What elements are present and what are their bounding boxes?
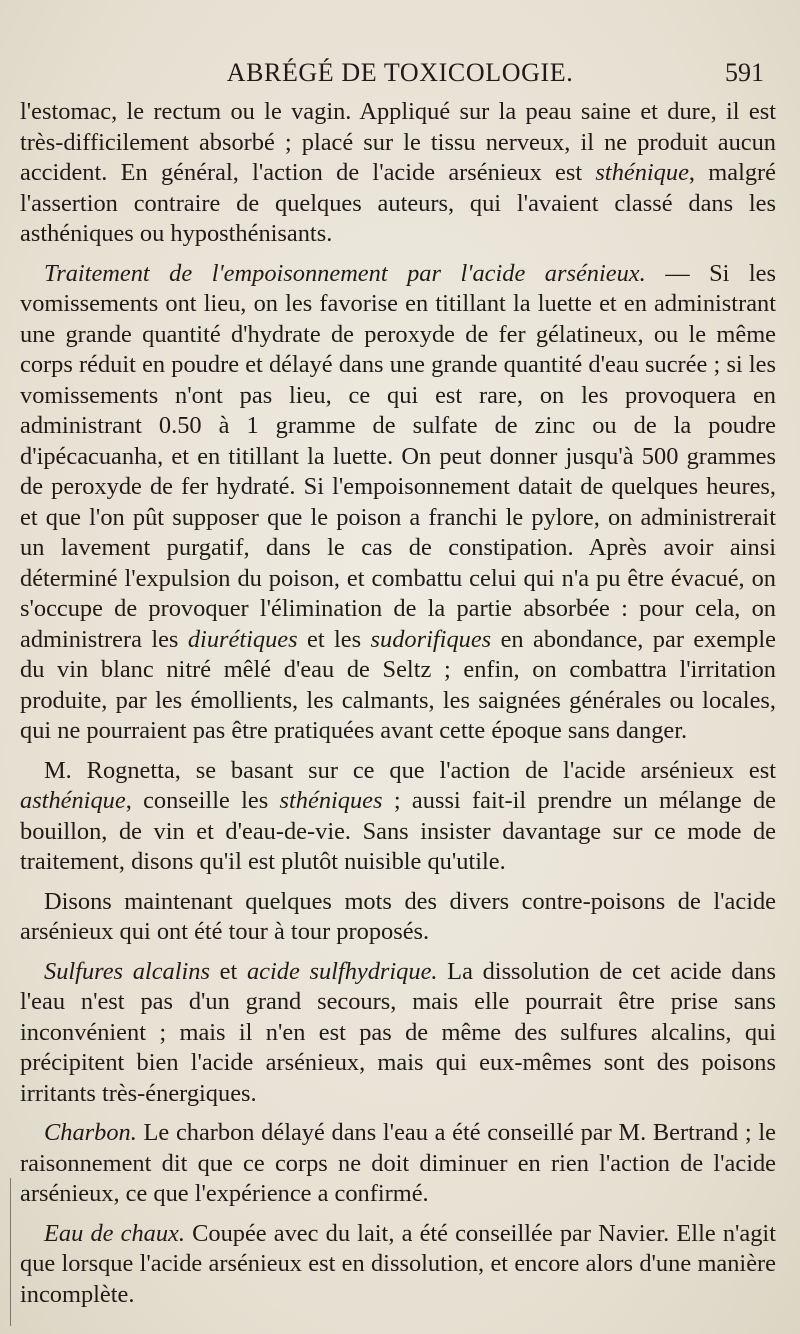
paragraph-sulfures-text-a: et <box>209 957 247 985</box>
paragraph-rognetta-em-sthenic: sthéniques <box>279 787 383 814</box>
paragraph-treatment-text-a: — Si les vomissements ont lieu, on les favorise en titillant la luette et en administrant une grande quantité d'hydrate de peroxyde de fer gélatineux, ou le même corps réduit en poudre et délayé dans une grande quantité d'eau sucrée ; si les vomissements n'ont pas lieu, ce qui est rare, on les provoquera en administrant 0.50 à 1 gramme de sulfate de zinc ou de la poudre d'ipécacuanha, et en titillant la luette. On peut donner jusqu'à 500 grammes de peroxyde de fer hydraté. Si l'empoisonnement datait de quelques heures, et que l'on pût supposer que le poison a franchi le pylore, on administrerait un lavement purgatif, dans le cas de constipation. Après avoir ainsi déterminé l'expulsion du poison, et combattu celui qui n'a pu être évacué, on s'occupe de provoquer l'élimination de la partie absorbée : pour cela, on administrera les <box>20 259 776 653</box>
paragraph-counter-poisons <box>20 887 776 948</box>
paragraph-rognetta-text-a: M. Rognetta, se basant sur ce que l'action de l'acide arsénieux est <box>44 756 776 784</box>
section-heading-sulfhydric-acid: acide sulfhydrique. <box>246 957 438 985</box>
paragraph-rognetta <box>20 756 776 878</box>
paragraph-treatment-em-diuretics: diurétiques <box>187 625 298 653</box>
paragraph-treatment <box>20 259 776 747</box>
paragraph-sulfures-text-b: La dissolution de cet acide dans l'eau n'est pas d'un grand secours, mais elle pourrait être prise sans inconvénient ; mais il n'en est pas de même des sulfures alcalins, qui précipitent bien l'acide arsénieux, mais qui eux-mêmes sont des poisons irritants très-énergiques. <box>20 957 776 1107</box>
paragraph-charbon-text: Le charbon délayé dans l'eau a été conseillé par M. Bertrand ; le raisonnement dit que ce corps ne doit diminuer en rien l'action de l'acide arsénieux, ce que l'expérience a confirmé. <box>20 1119 776 1207</box>
paragraph-rognetta-text-b: , conseille les <box>125 787 280 814</box>
paragraph-eau-de-chaux <box>20 1219 776 1311</box>
section-heading-sulfures: Sulfures alcalins <box>44 957 210 985</box>
paragraph-rognetta-text-c: ; aussi fait-il prendre un mélange de bouillon, de vin et d'eau-de-vie. Sans insister davantage sur ce mode de traitement, disons qu'il est plutôt nuisible qu'utile. <box>20 787 776 875</box>
paragraph-1-emphasis: sthénique <box>595 159 689 186</box>
paragraph-1-tail: , malgré l'assertion contraire de quelques auteurs, qui l'avaient classé dans les asthéniques ou hyposthénisants. <box>20 159 776 247</box>
paragraph-treatment-text-b: et les <box>297 625 371 653</box>
section-heading-treatment: Traitement de l'empoisonnement par l'acide arsénieux. <box>44 259 646 287</box>
paragraph-1 <box>20 97 776 250</box>
margin-line <box>10 1178 11 1326</box>
body-text <box>20 97 776 1319</box>
paragraph-eau-de-chaux-text: Coupée avec du lait, a été conseillée par Navier. Elle n'agit que lorsque l'acide arsénieux est en dissolution, et encore alors d'une manière incomplète. <box>20 1219 776 1308</box>
section-heading-eau-de-chaux: Eau de chaux. <box>44 1219 185 1247</box>
paragraph-rognetta-em-asthenic: asthénique <box>20 787 126 814</box>
page-number: 591 <box>725 58 764 87</box>
page-header <box>0 58 800 88</box>
paragraph-counter-poisons-text: Disons maintenant quelques mots des divers contre-poisons de l'acide arsénieux qui ont été tour à tour proposés. <box>20 887 776 945</box>
paragraph-charbon <box>20 1118 776 1210</box>
paragraph-sulfures <box>20 957 776 1110</box>
paragraph-treatment-em-sudorifics: sudorifiques <box>370 625 492 653</box>
section-heading-charbon: Charbon. <box>44 1119 137 1146</box>
running-title: ABRÉGÉ DE TOXICOLOGIE. <box>226 58 574 87</box>
paragraph-1-text: l'estomac, le rectum ou le vagin. Appliqué sur la peau saine et dure, il est très-difficilement absorbé ; placé sur le tissu nerveux, il ne produit aucun accident. En général, l'action de l'acide arsénieux est <box>20 98 776 186</box>
paragraph-treatment-text-c: en abondance, par exemple du vin blanc nitré mêlé d'eau de Seltz ; enfin, on combattra l'irritation produite, par les émollients, les calmants, les saignées générales ou locales, qui ne pourraient pas être pratiquées avant cette époque sans danger. <box>20 625 776 744</box>
